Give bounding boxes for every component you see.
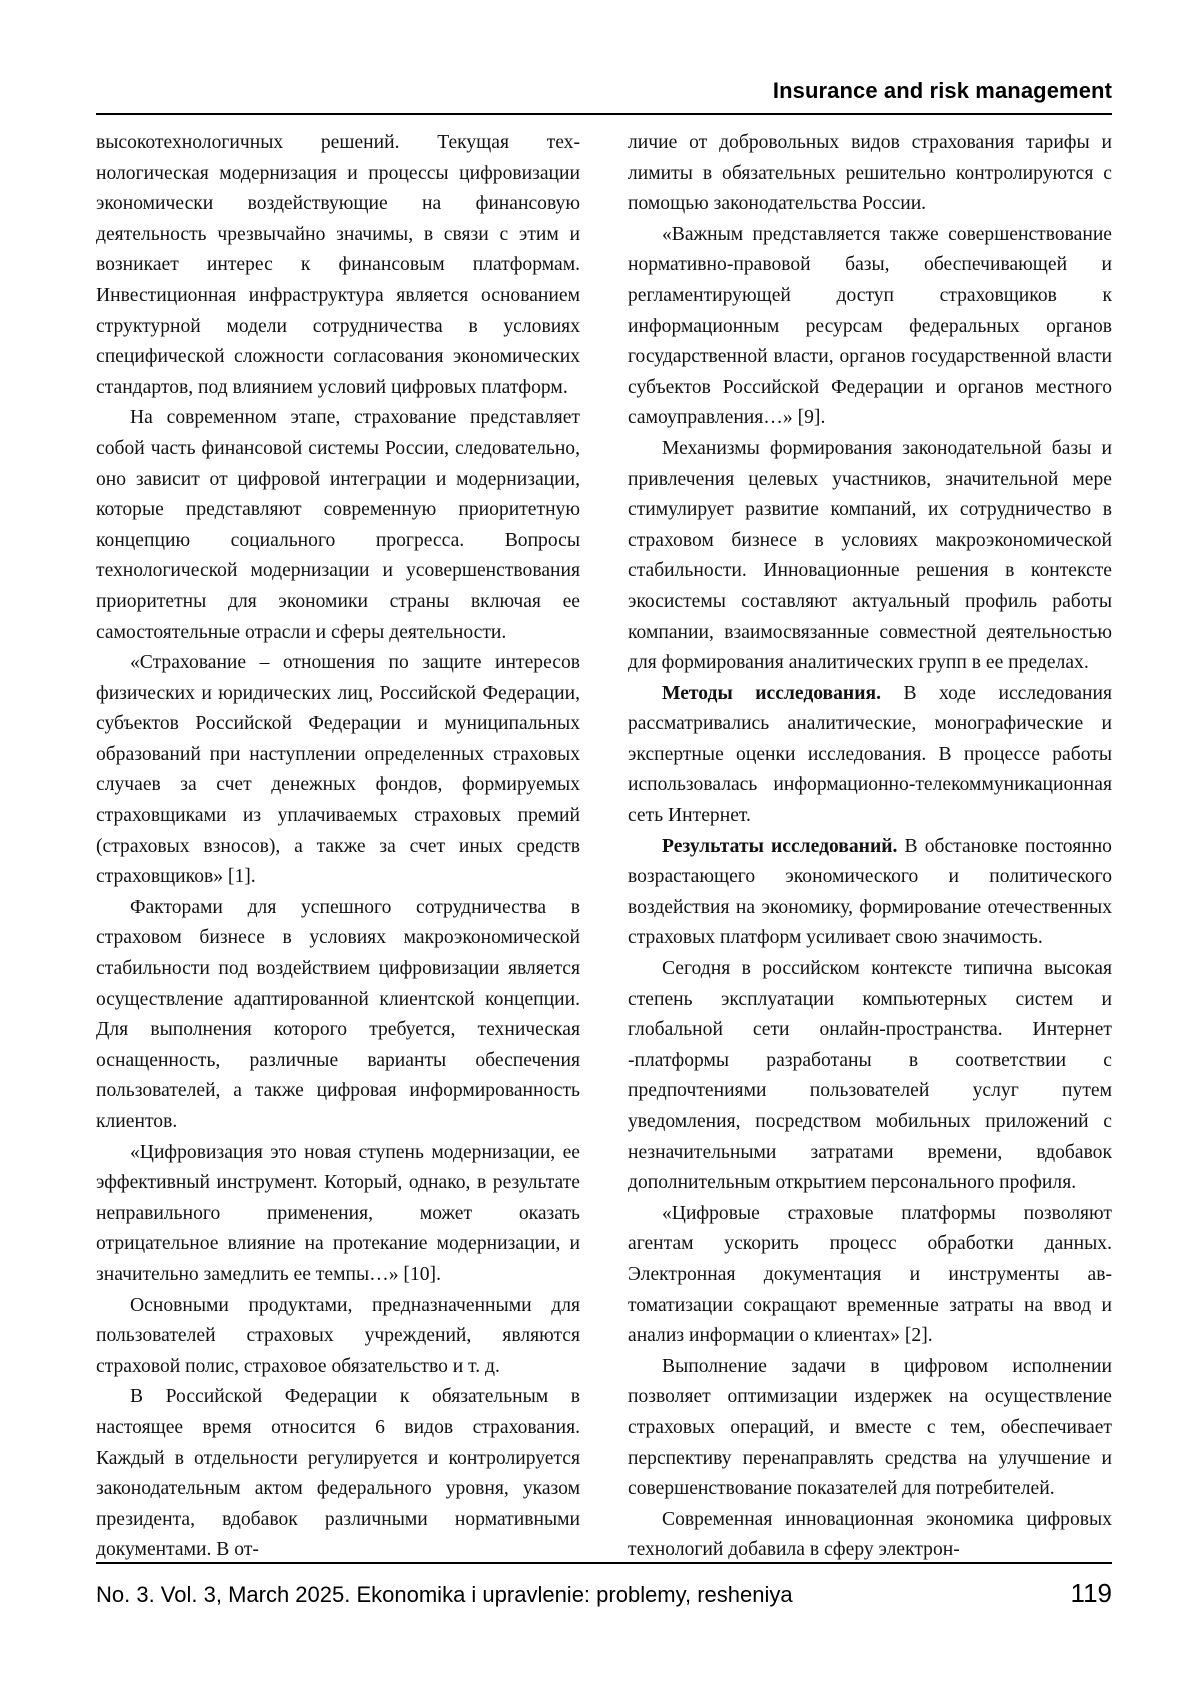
paragraph: личие от добровольных видов страхования тарифы и лимиты в обязательных решительно контролируются с помощью законодательства России. [628,132,1112,215]
footer-citation: No. 3. Vol. 3, March 2025. Ekonomika i upravlenie: problemy, resheniya [96,1582,793,1607]
paragraph: На современном этапе, страхование представляет собой часть финансовой системы России, следовательно, оно зависит от цифровой интеграции и модернизации, которые представляют современную приоритетную концепцию социального прогресса. Вопросы технологической модернизации и усовершенствования приоритетны для экономики страны включая ее самостоятельные отрасли и сферы деятельности. [96,407,580,643]
paragraph: «Страхование – отношения по защите интересов физических и юридических лиц, Российской Федерации, субъектов Российской Федерации и муниципальных образований при наступлении определенных страховых случаев за счет денежных фондов, формируемых страховщиками из уплачиваемых страховых премий (страховых взносов), а также за счет иных средств страховщиков» [1]. [96,652,580,888]
left-column [96,128,580,1566]
paragraph: Выполнение задачи в цифровом исполнении позволяет оптимизации издержек на осуществление страховых операций, и вместе с тем, обеспечивает перспективу перенаправлять средства на улучшение и совершенствование показателей для потребителей. [628,1355,1112,1500]
section-lead-methods: Методы исследования. [662,682,882,704]
paragraph: Современная инновационная экономика цифровых технологий добавила в сферу электрон- [628,1508,1112,1561]
right-column [628,128,1112,1566]
paragraph: «Цифровые страховые платформы позволяют агентам ускорить процесс обработки данных. Электронная документация и инструменты автоматизации сокращают временные затраты на ввод и анализ информации о клиентах» [2]. [628,1202,1112,1347]
header-divider [96,113,1112,115]
paragraph: Механизмы формирования законодательной базы и привлечения целевых участников, значительной мере стимулирует развитие компаний, их сотрудничество в страховом бизнесе в условиях макроэкономической стабильности. Инновационные решения в контексте экосистемы составляют актуальный профиль работы компании, взаимосвязанные совместной деятельностью для формирования аналитических групп в ее пределах. [628,437,1112,674]
section-lead-results: Результаты исследований. [662,835,898,857]
paragraph: Сегодня в российском контексте типична высокая степень эксплуатации компьютерных систем и глобальной сети онлайн-пространства. Интернет -платформы разработаны в соответствии с предпочтениями пользователей услуг путем уведомления, посредством мобильных приложений с незначительными затратами времени, вдобавок дополнительным открытием персонального профиля. [628,958,1112,1194]
two-column-body [96,128,1112,1566]
paragraph-text: В ходе исследования рассматривались аналитические, монографические и экспертные оценки исследования. В процессе работы использовалась информационно-телекоммуникационная сеть Интернет. [628,682,1112,827]
running-header: Insurance and risk management [772,78,1112,103]
paragraph: «Важным представляется также совершенствование нормативно-правовой базы, обеспечивающей и регламентирующей доступ страховщиков к информационным ресурсам федеральных органов государственной власти, органов государственной власти субъектов Российской Федерации и органов местного самоуправления…» [9]. [628,223,1112,429]
paragraph: В Российской Федерации к обязательным в настоящее время относится 6 видов страхования. Каждый в отдельности регулируется и контролируется законодательным актом федерального уровня, указом президента, вдобавок различными нормативными документами. В от- [96,1386,580,1561]
page-number: 119 [1070,1578,1112,1608]
paragraph: Основными продуктами, предназначенными для пользователей страховых учреждений, являются страховой полис, страховое обязательство и т. д. [96,1294,580,1377]
paragraph: «Цифровизация это новая ступень модернизации, ее эффективный инструмент. Который, однако, в результате неправильного применения, может оказать отрицательное влияние на протекание модернизации, и значительно замедлить ее темпы…» [10]. [96,1141,580,1285]
paragraph-methods [628,679,1112,832]
paragraph: высокотехнологичных решений. Текущая технологическая модернизация и процессы цифровизации экономически воздействующие на финансовую деятельность чрезвычайно значимы, в связи с этим и возникает интерес к финансовым платформам. Инвестиционная инфраструктура является основанием структурной модели сотрудничества в условиях специфической сложности согласования экономических стандартов, под влиянием условий цифровых платформ. [96,132,580,398]
paragraph: Факторами для успешного сотрудничества в страховом бизнесе в условиях макроэкономической стабильности под воздействием цифровизации является осуществление адаптированной клиентской концепции. Для выполнения которого требуется, техническая оснащенность, различные варианты обеспечения пользователей, а также цифровая информированность клиентов. [96,896,580,1132]
footer-divider [96,1562,1112,1564]
paragraph-text: В обстановке постоянно возрастающего экономического и политического воздействия на экономику, формирование отечественных страховых платформ усиливает свою значимость. [628,835,1112,949]
page-footer [96,1578,1112,1609]
paragraph-results [628,832,1112,954]
